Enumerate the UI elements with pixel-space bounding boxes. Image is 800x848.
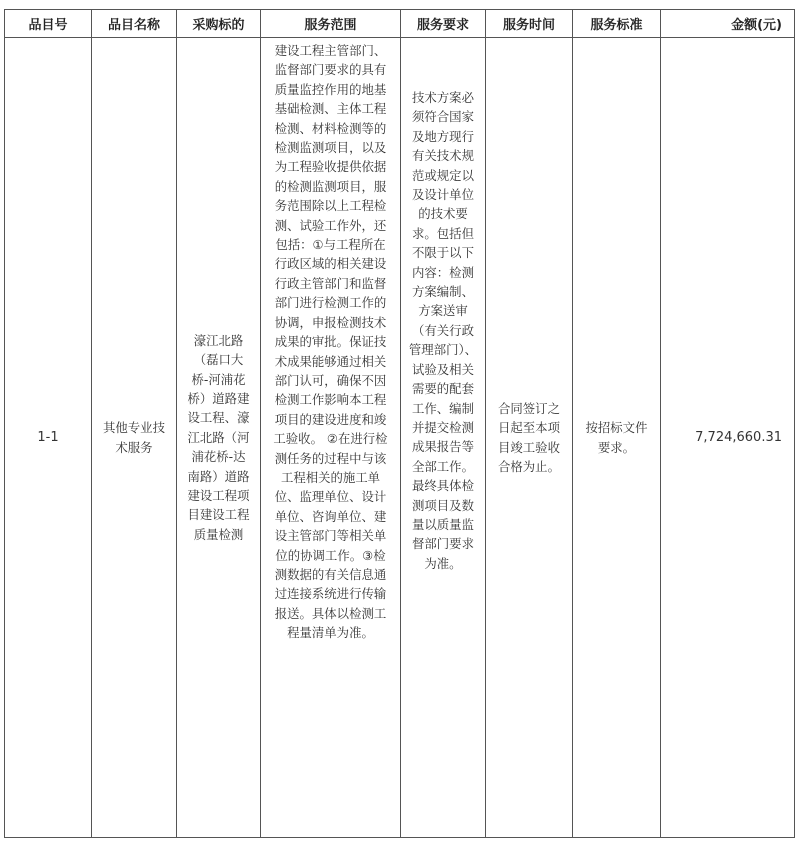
procurement-target-text: 濠江北路（磊口大桥-河浦花桥）道路建设工程、濠江北路（河浦花桥-达南路）道路建设工程项目建设工程质量检测 bbox=[187, 332, 250, 542]
cell-amount: 7,724,660.31 bbox=[661, 38, 795, 838]
cell-service-standard bbox=[573, 38, 661, 838]
header-procurement-target: 采购标的 bbox=[177, 10, 261, 38]
cell-service-scope bbox=[261, 38, 401, 838]
header-amount: 金额(元) bbox=[661, 10, 795, 38]
header-item-name: 品目名称 bbox=[92, 10, 177, 38]
service-standard-text: 按招标文件要求。 bbox=[585, 420, 648, 455]
table-row bbox=[5, 38, 795, 838]
cell-procurement-target bbox=[177, 38, 261, 838]
service-scope-text: 建设工程主管部门、监督部门要求的具有质量监控作用的地基基础检测、主体工程检测、材料检测等的检测监测项目，以及为工程验收提供依据的检测监测项目，服务范围除以上工程检测、试验工作外，还包括：①与工程所在行政区域的相关建设行政主管部门和监督部门进行检测工作的协调，申报检测技术成果的审批。保证技术成果能够通过相关部门认可，确保不因检测工作影响本工程项目的建设进度和竣工验收。 ②在进行检测任务的过程中与该工程相关的施工单位、监理单位、设计单位、咨询单位、建设主管部门等相关单位的协调工作。③检测数据的有关信息通过连接系统进行传输报送。具体以检测工程量清单为准。 bbox=[273, 43, 388, 641]
cell-item-name bbox=[92, 38, 177, 838]
table-header-row bbox=[5, 10, 795, 38]
cell-service-requirements bbox=[401, 38, 486, 838]
header-service-requirements: 服务要求 bbox=[401, 10, 486, 38]
cell-service-time bbox=[486, 38, 573, 838]
item-name-text: 其他专业技术服务 bbox=[103, 420, 165, 455]
service-requirements-text: 技术方案必须符合国家及地方现行有关技术规范或规定以及设计单位的技术要求。包括但不限于以下内容：检测方案编制、方案送审（有关行政管理部门）、试验及相关需要的配套工作、编制并提交检测成果报告等全部工作。最终具体检测项目及数量以质量监督部门要求为准。 bbox=[408, 90, 478, 571]
service-time-text: 合同签订之日起至本项目竣工验收合格为止。 bbox=[498, 400, 560, 474]
header-item-no: 品目号 bbox=[5, 10, 92, 38]
procurement-table bbox=[4, 9, 795, 838]
header-service-standard: 服务标准 bbox=[573, 10, 661, 38]
header-service-time: 服务时间 bbox=[486, 10, 573, 38]
header-service-scope: 服务范围 bbox=[261, 10, 401, 38]
cell-item-no: 1-1 bbox=[5, 38, 92, 838]
procurement-table-wrapper bbox=[4, 9, 795, 838]
